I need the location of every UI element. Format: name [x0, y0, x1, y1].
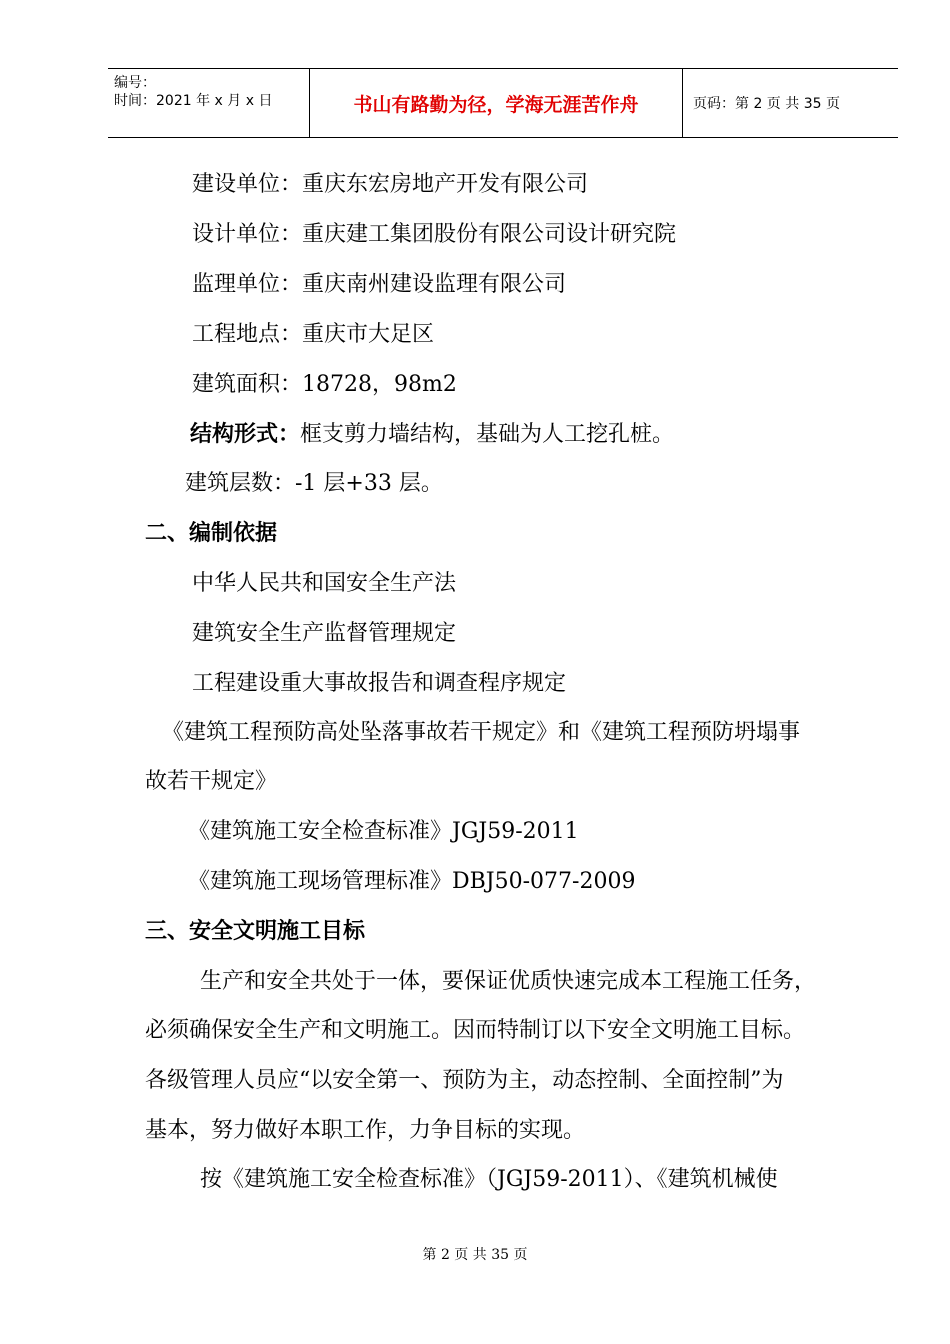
basis-item: 工程建设重大事故报告和调查程序规定 [192, 671, 567, 696]
header-motto: 书山有路勤为径，学海无涯苦作舟 [309, 69, 683, 137]
header-meta [108, 69, 308, 137]
page-header [108, 68, 898, 138]
structure-label: 结构形式： [190, 422, 301, 447]
basis-item-continued: 故若干规定》 [145, 769, 278, 794]
section-3-heading: 三、安全文明施工目标 [145, 919, 366, 944]
basis-item: 《建筑施工现场管理标准》DBJ50-077-2009 [188, 869, 636, 894]
designer-line: 设计单位：重庆建工集团股份有限公司设计研究院 [192, 222, 677, 247]
section-2-heading: 二、编制依据 [145, 521, 278, 546]
floors-line: 建筑层数：-1 层+33 层。 [185, 471, 443, 496]
basis-item: 《建筑施工安全检查标准》JGJ59-2011 [188, 819, 579, 844]
paragraph-line: 各级管理人员应“以安全第一、预防为主，动态控制、全面控制”为 [145, 1068, 784, 1093]
document-time-label: 时间：2021 年 x 月 x 日 [114, 93, 273, 109]
location-line: 工程地点：重庆市大足区 [192, 322, 435, 347]
structure-value: 框支剪力墙结构，基础为人工挖孔桩。 [300, 422, 675, 447]
supervisor-line: 监理单位：重庆南州建设监理有限公司 [192, 272, 567, 297]
basis-item: 中华人民共和国安全生产法 [192, 571, 457, 596]
basis-item: 《建筑工程预防高处坠落事故若干规定》和《建筑工程预防坍塌事 [162, 720, 801, 745]
builder-line: 建设单位：重庆东宏房地产开发有限公司 [192, 172, 589, 197]
basis-item: 建筑安全生产监督管理规定 [192, 621, 457, 646]
page-footer: 第 2 页 共 35 页 [422, 1247, 528, 1263]
paragraph-line: 按《建筑施工安全检查标准》（JGJ59-2011）、《建筑机械使 [200, 1167, 778, 1192]
paragraph-line: 必须确保安全生产和文明施工。因而特制订以下安全文明施工目标。 [145, 1018, 806, 1043]
header-page-info: 页码：第 2 页 共 35 页 [693, 96, 840, 112]
area-line: 建筑面积：18728，98m2 [192, 372, 457, 397]
paragraph-line: 基本，努力做好本职工作，力争目标的实现。 [145, 1118, 586, 1143]
document-number-label: 编号： [114, 75, 156, 91]
paragraph-line: 生产和安全共处于一体，要保证优质快速完成本工程施工任务， [200, 969, 817, 994]
structure-line [190, 420, 674, 450]
